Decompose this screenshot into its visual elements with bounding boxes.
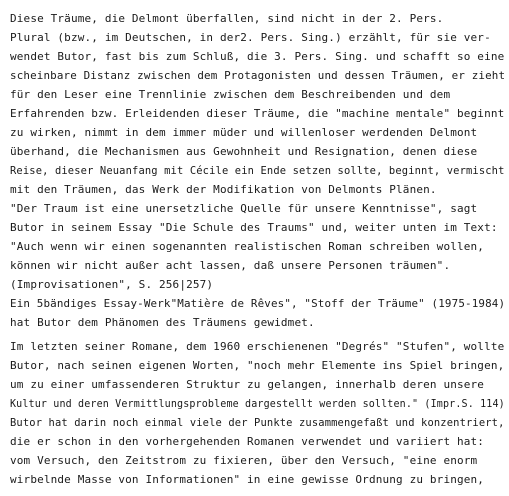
text-line: mit den Träumen, das Werk der Modifikation von Delmonts Plänen.: [10, 183, 437, 196]
text-line: Im letzten seiner Romane, dem 1960 erschienenen "Degrés" "Stufen", wollte: [10, 340, 505, 353]
text-line: Butor hat darin noch einmal viele der Punkte zusammengefaßt und konzentriert,: [10, 416, 505, 429]
text-line: Butor in seinem Essay "Die Schule des Traums" und, weiter unten im Text:: [10, 221, 498, 234]
text-line: zu wirken, nimmt in dem immer müder und willenloser werdenden Delmont: [10, 126, 478, 139]
text-line: hat Butor dem Phänomen des Träumens gewidmet.: [10, 316, 315, 329]
text-line: Erfahrenden bzw. Erleidenden dieser Träume, die "machine mentale" beginnt: [10, 107, 505, 120]
text-line: überhand, die Mechanismen aus Gewohnheit und Resignation, denen diese: [10, 145, 478, 158]
text-line: um zu einer umfassenderen Struktur zu gelangen, innerhalb deren unsere: [10, 378, 485, 391]
text-line: Kultur und deren Vermittlungsprobleme dargestellt werden sollten." (Impr.S. 114): [10, 397, 505, 410]
text-line: Plural (bzw., im Deutschen, in der2. Pers. Sing.) erzählt, für sie ver-: [10, 31, 491, 44]
text-line: Butor, nach seinen eigenen Worten, "noch mehr Elemente ins Spiel bringen,: [10, 359, 505, 372]
text-line: die er schon in den vorhergehenden Romanen verwendet und variiert hat:: [10, 435, 485, 448]
text-line: wendet Butor, fast bis zum Schluß, die 3. Pers. Sing. und schafft so eine: [10, 50, 505, 63]
text-line: können wir nicht außer acht lassen, daß unsere Personen träumen".: [10, 259, 451, 272]
text-line: für den Leser eine Trennlinie zwischen dem Beschreibenden und dem: [10, 88, 451, 101]
text-line: Ein 5bändiges Essay-Werk"Matière de Rêves", "Stoff der Träume" (1975-1984): [10, 297, 506, 310]
text-line: (Improvisationen", S. 256|257): [10, 278, 214, 291]
text-line: "Auch wenn wir einen sogenannten realistischen Roman schreiben wollen,: [10, 240, 485, 253]
text-line: Reise, dieser Neuanfang mit Cécile ein Ende setzen sollte, beginnt, vermischt: [10, 164, 505, 177]
text-line: wirbelnde Masse von Informationen" in eine gewisse Ordnung zu bringen,: [10, 473, 485, 486]
text-line: Diese Träume, die Delmont überfallen, sind nicht in der 2. Pers.: [10, 12, 444, 25]
text-line: "Der Traum ist eine unersetzliche Quelle für unsere Kenntnisse", sagt: [10, 202, 478, 215]
text-line: scheinbare Distanz zwischen dem Protagonisten und dessen Träumen, er zieht: [10, 69, 506, 82]
text-line: vom Versuch, den Zeitstrom zu fixieren, über den Versuch, "eine enorm: [10, 454, 478, 467]
